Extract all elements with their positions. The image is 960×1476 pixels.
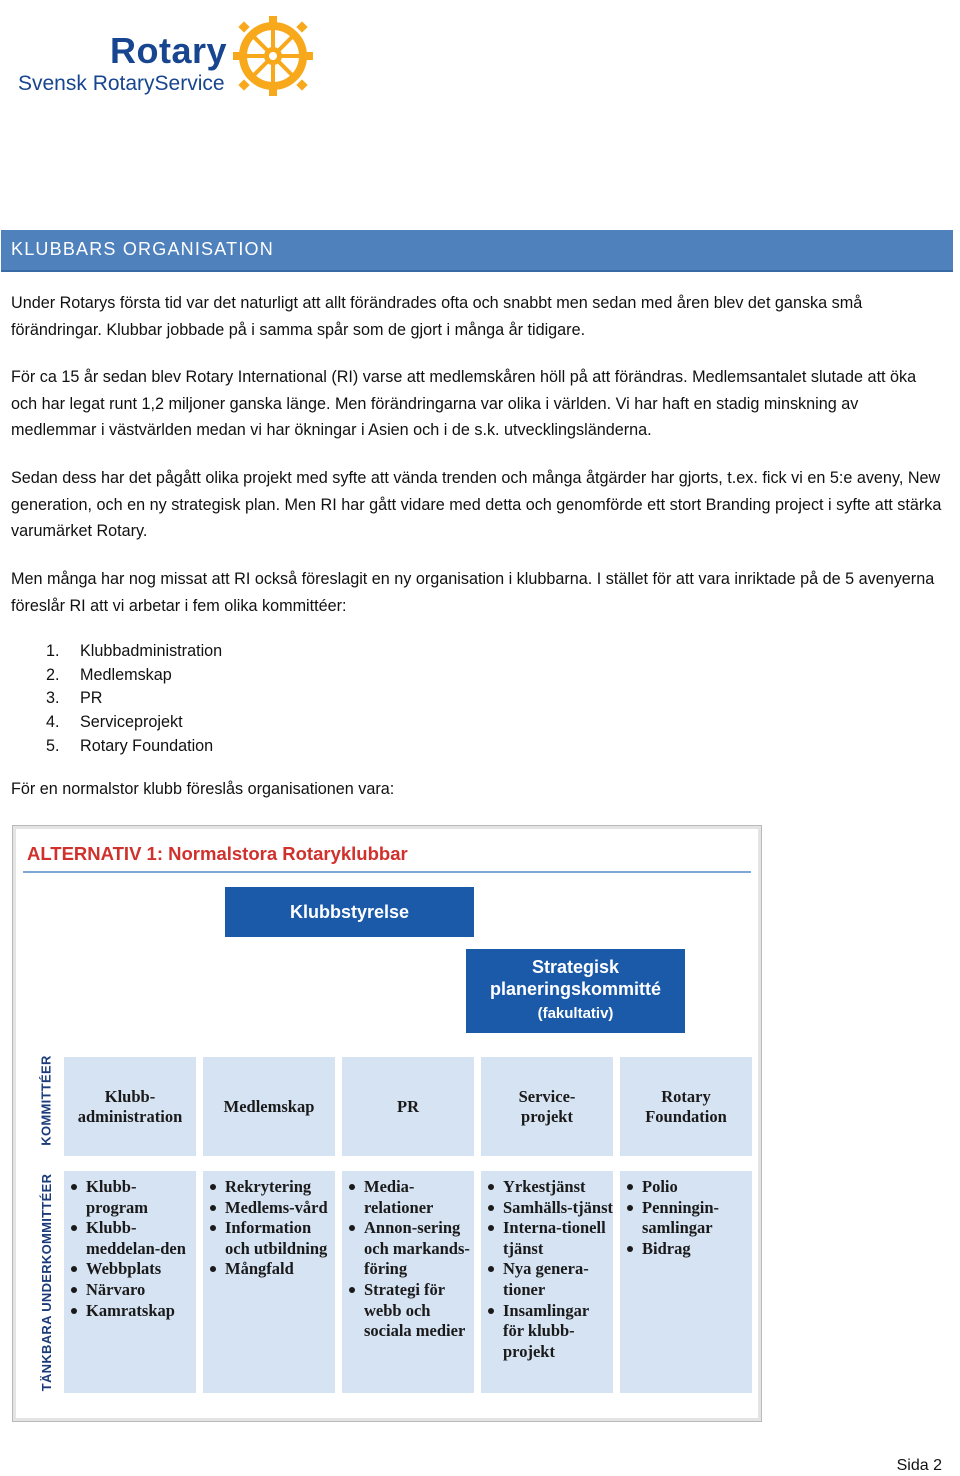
list-item bbox=[46, 735, 222, 759]
subcommittee-box bbox=[620, 1171, 752, 1393]
committee-box bbox=[64, 1057, 196, 1156]
page-number: Sida 2 bbox=[896, 1457, 942, 1474]
paragraph-4: Men många har nog missat att RI också föreslagit en ny organisation i klubbarna. I stället för att vara inriktade på de 5 avenyerna föreslår RI att vi arbetar i fem olika kommittéer: bbox=[11, 570, 935, 615]
subcommittee-box bbox=[342, 1171, 474, 1393]
list-item: Mångfald bbox=[205, 1259, 335, 1280]
list-item: Nya genera-tioner bbox=[483, 1259, 613, 1300]
list-item: Yrkestjänst bbox=[483, 1177, 613, 1198]
list-item: Medlems-vård bbox=[205, 1198, 335, 1219]
list-item: Kamratskap bbox=[66, 1301, 196, 1322]
committee-line-2: administration bbox=[77, 1106, 183, 1126]
committee-box bbox=[620, 1057, 752, 1156]
org-chart bbox=[12, 825, 762, 1422]
list-item: Klubb-meddelan-den bbox=[66, 1218, 196, 1259]
strategic-committee-box bbox=[466, 949, 685, 1033]
committee-line-1: Rotary bbox=[661, 1086, 711, 1106]
list-item: Samhälls-tjänst bbox=[483, 1198, 613, 1219]
list-item: Interna-tionell tjänst bbox=[483, 1218, 613, 1259]
logo-name: Rotary bbox=[110, 30, 228, 71]
subcommittees-label-text: TÄNKBARA UNDERKOMMITTÉER bbox=[39, 1173, 54, 1392]
strategic-line-3: (fakultativ) bbox=[537, 1005, 614, 1022]
list-item bbox=[46, 687, 222, 711]
board-box: Klubbstyrelse bbox=[225, 887, 474, 937]
committee-line-2: projekt bbox=[521, 1106, 573, 1126]
list-label: Rotary Foundation bbox=[80, 736, 214, 755]
list-label: Medlemskap bbox=[80, 665, 172, 684]
list-item bbox=[46, 640, 222, 664]
list-number: 5. bbox=[46, 736, 60, 755]
list-item bbox=[46, 664, 222, 688]
list-item: Media-relationer bbox=[344, 1177, 474, 1218]
chart-title-rule bbox=[23, 871, 751, 873]
rotary-wheel-icon bbox=[231, 14, 315, 98]
section-heading-band bbox=[1, 230, 953, 272]
list-label: Klubbadministration bbox=[80, 642, 223, 660]
committees-label-text: KOMMITTÉER bbox=[38, 1055, 54, 1146]
list-item: Information och utbildning bbox=[205, 1218, 335, 1259]
paragraph-2: För ca 15 år sedan blev Rotary International (RI) varse att medlemskåren höll på att förändras. Medlemsantalet slutade att öka och har legat runt 1,2 miljoner ganska länge. Men förändringarna var olika i världen. Vi har haft en stadig minskning av medlemmar i västvärlden medan vi har ökningar i Asien och i de s.k. utvecklingsländerna. bbox=[11, 368, 917, 439]
list-item bbox=[46, 711, 222, 735]
subcommittee-box bbox=[481, 1171, 613, 1393]
paragraph-5: För en normalstor klubb föreslås organisationen vara: bbox=[11, 780, 395, 798]
paragraph-3: Sedan dess har det pågått olika projekt med syfte att vända trenden och många åtgärder har gjorts, t.ex. fick vi en 5:e aveny, New generation, och en ny strategisk plan. Men RI har gått vidare med detta och genomförde ett stort Branding project i syfte att stärka varumärket Rotary. bbox=[11, 469, 942, 540]
list-item: Webbplats bbox=[66, 1259, 196, 1280]
strategic-line-1: Strategisk bbox=[531, 957, 620, 977]
list-label: Serviceprojekt bbox=[80, 713, 183, 732]
committee-line-1: Service- bbox=[518, 1086, 576, 1106]
committee-box bbox=[481, 1057, 613, 1156]
list-label: PR bbox=[80, 689, 103, 708]
list-number: 2. bbox=[46, 665, 60, 684]
list-item: Rekrytering bbox=[205, 1177, 335, 1198]
rotary-logo bbox=[18, 12, 308, 102]
logo-subtitle: Svensk RotaryService bbox=[18, 72, 225, 95]
committee-line-1: Klubb- bbox=[104, 1086, 156, 1106]
list-number: 3. bbox=[46, 689, 60, 708]
list-number: 4. bbox=[46, 713, 60, 732]
list-item: Klubb-program bbox=[66, 1177, 196, 1218]
list-item: Närvaro bbox=[66, 1280, 196, 1301]
committee-line-2: PR bbox=[397, 1096, 419, 1116]
committees-side-label bbox=[33, 1051, 59, 1151]
chart-title: ALTERNATIV 1: Normalstora Rotaryklubbar bbox=[27, 843, 408, 864]
list-item: Bidrag bbox=[622, 1239, 752, 1260]
section-heading: KLUBBARS ORGANISATION bbox=[11, 239, 274, 259]
list-item: Insamlingar för klubb-projekt bbox=[483, 1301, 613, 1363]
list-item: Penningin-samlingar bbox=[622, 1198, 752, 1239]
committee-line-2: Foundation bbox=[645, 1106, 727, 1126]
list-item: Polio bbox=[622, 1177, 752, 1198]
committee-list bbox=[46, 640, 222, 759]
list-item: Strategi för webb och sociala medier bbox=[344, 1280, 474, 1342]
subcommittees-side-label bbox=[33, 1171, 59, 1396]
committee-box bbox=[203, 1057, 335, 1156]
strategic-line-2: planeringskommitté bbox=[489, 979, 662, 999]
subcommittee-box bbox=[203, 1171, 335, 1393]
subcommittee-box bbox=[64, 1171, 196, 1393]
list-item: Annon-sering och markands-föring bbox=[344, 1218, 474, 1280]
committee-box bbox=[342, 1057, 474, 1156]
list-number: 1. bbox=[46, 642, 60, 660]
paragraph-1: Under Rotarys första tid var det naturligt att allt förändrades ofta och snabbt men sedan med åren blev det ganska små förändringar. Klubbar jobbade på i samma spår som de gjort i många år tidigare. bbox=[11, 294, 863, 339]
committee-line-2: Medlemskap bbox=[223, 1096, 315, 1116]
